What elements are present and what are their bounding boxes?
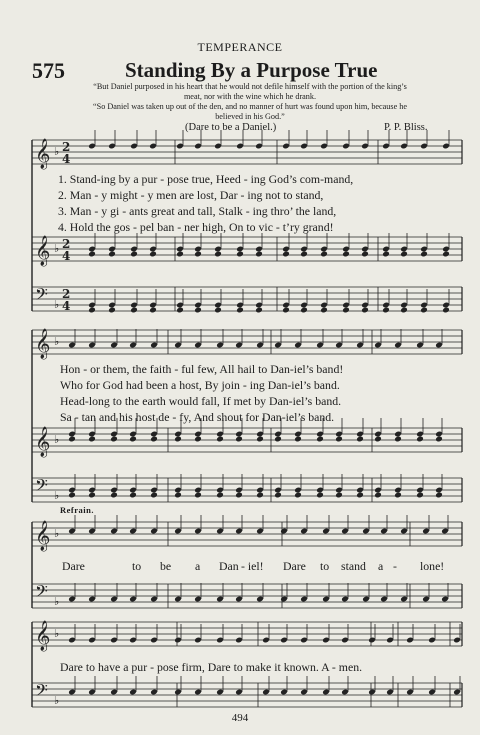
note-head bbox=[194, 436, 202, 443]
note-head bbox=[130, 251, 138, 258]
note-head bbox=[129, 492, 137, 499]
flat-icon: ♭ bbox=[54, 527, 60, 540]
note-head bbox=[374, 436, 382, 443]
note-head bbox=[274, 436, 282, 443]
note-head bbox=[320, 307, 328, 314]
tune-name: (Dare to be a Daniel.) bbox=[185, 122, 277, 133]
note-head bbox=[282, 307, 290, 314]
note-head bbox=[88, 251, 96, 258]
bass-clef-icon: 𝄢 bbox=[35, 284, 48, 308]
note-head bbox=[294, 436, 302, 443]
flat-icon: ♭ bbox=[54, 627, 60, 640]
refrain-word: Dare bbox=[283, 559, 306, 573]
note-head bbox=[435, 436, 443, 443]
bass-clef-icon: 𝄢 bbox=[35, 475, 48, 499]
note-head bbox=[442, 251, 450, 258]
note-head bbox=[235, 436, 243, 443]
flat-icon: ♭ bbox=[54, 489, 60, 502]
note-head bbox=[150, 492, 158, 499]
note-head bbox=[214, 307, 222, 314]
verse-line: Head-long to the earth would fall, If met by Dan-iel’s band. bbox=[60, 394, 342, 408]
note-head bbox=[335, 492, 343, 499]
note-head bbox=[174, 492, 182, 499]
note-head bbox=[342, 251, 350, 258]
note-head bbox=[68, 492, 76, 499]
note-head bbox=[236, 251, 244, 258]
note-head bbox=[442, 307, 450, 314]
note-head bbox=[300, 251, 308, 258]
page-number: 494 bbox=[231, 712, 249, 724]
verse-line: 3. Man - y gi - ants great and tall, Stalk - ing thro’ the land, bbox=[58, 204, 337, 218]
refrain-word: - bbox=[393, 559, 397, 573]
refrain-word: to bbox=[320, 559, 330, 573]
treble-clef-icon: 𝄞 bbox=[35, 329, 51, 359]
time-signature-bottom: 4 bbox=[62, 152, 71, 166]
note-head bbox=[108, 251, 116, 258]
note-head bbox=[361, 251, 369, 258]
note-head bbox=[149, 251, 157, 258]
note-head bbox=[394, 492, 402, 499]
note-head bbox=[235, 492, 243, 499]
verse-line: Hon - or them, the faith - ful few, All hail to Dan-iel’s band! bbox=[60, 362, 344, 376]
note-head bbox=[342, 307, 350, 314]
treble-clef-icon: 𝄞 bbox=[35, 621, 51, 651]
verse-line: 2. Man - y might - y men are lost, Dar - ing not to stand, bbox=[58, 188, 324, 202]
note-head bbox=[316, 436, 324, 443]
note-head bbox=[88, 307, 96, 314]
note-head bbox=[110, 436, 118, 443]
epigraph-line: “But Daniel purposed in his heart that he would not defile himself with the portion of the king’s bbox=[93, 82, 407, 91]
refrain-word: stand bbox=[341, 559, 366, 573]
note-head bbox=[88, 492, 96, 499]
note-head bbox=[300, 307, 308, 314]
verse-line: 1. Stand-ing by a pur - pose true, Heed - ing God’s com-mand, bbox=[58, 172, 354, 186]
note-head bbox=[274, 492, 282, 499]
refrain-word: to bbox=[132, 559, 142, 573]
hymn-number: 575 bbox=[32, 58, 65, 83]
note-head bbox=[420, 307, 428, 314]
flat-icon: ♭ bbox=[54, 694, 60, 707]
epigraph-line: meat, nor with the wine which he drank. bbox=[183, 92, 317, 101]
note-head bbox=[149, 307, 157, 314]
note-head bbox=[335, 436, 343, 443]
note-head bbox=[176, 251, 184, 258]
note-head bbox=[282, 251, 290, 258]
note-head bbox=[416, 492, 424, 499]
note-head bbox=[400, 251, 408, 258]
note-head bbox=[435, 492, 443, 499]
note-head bbox=[110, 492, 118, 499]
time-signature-top: 2 bbox=[62, 140, 71, 154]
note-head bbox=[108, 307, 116, 314]
note-head bbox=[150, 436, 158, 443]
refrain-word: a bbox=[378, 559, 384, 573]
note-head bbox=[356, 436, 364, 443]
flat-icon: ♭ bbox=[54, 433, 60, 446]
note-head bbox=[256, 436, 264, 443]
refrain-word: - iel! bbox=[241, 559, 264, 573]
note-head bbox=[88, 436, 96, 443]
note-head bbox=[216, 436, 224, 443]
refrain-label: Refrain. bbox=[60, 505, 94, 515]
flat-icon: ♭ bbox=[54, 145, 60, 158]
note-head bbox=[382, 251, 390, 258]
refrain-word: be bbox=[160, 559, 172, 573]
note-head bbox=[130, 307, 138, 314]
note-head bbox=[356, 492, 364, 499]
verse-line: Sa - tan and his host de - fy, And shout for Dan-iel’s band. bbox=[60, 410, 335, 424]
epigraph-line: believed in his God.” bbox=[215, 112, 285, 121]
flat-icon: ♭ bbox=[54, 335, 60, 348]
note-head bbox=[216, 492, 224, 499]
treble-clef-icon: 𝄞 bbox=[35, 236, 51, 266]
treble-clef-icon: 𝄞 bbox=[35, 139, 51, 169]
hymn-title: Standing By a Purpose True bbox=[125, 58, 378, 82]
note-head bbox=[68, 436, 76, 443]
flat-icon: ♭ bbox=[54, 595, 60, 608]
note-head bbox=[420, 251, 428, 258]
note-head bbox=[255, 307, 263, 314]
verse-line: Who for God had been a host, By join - ing Dan-iel’s band. bbox=[60, 378, 340, 392]
section-heading: TEMPERANCE bbox=[197, 40, 283, 54]
note-head bbox=[194, 251, 202, 258]
note-head bbox=[316, 492, 324, 499]
note-head bbox=[236, 307, 244, 314]
note-head bbox=[194, 307, 202, 314]
note-head bbox=[174, 436, 182, 443]
note-head bbox=[416, 436, 424, 443]
note-head bbox=[320, 251, 328, 258]
note-head bbox=[374, 492, 382, 499]
note-head bbox=[361, 307, 369, 314]
treble-clef-icon: 𝄞 bbox=[35, 427, 51, 457]
refrain-word: lone! bbox=[420, 559, 445, 573]
note-head bbox=[129, 436, 137, 443]
note-head bbox=[255, 251, 263, 258]
note-head bbox=[194, 492, 202, 499]
time-signature-bottom: 4 bbox=[62, 299, 71, 313]
flat-icon: ♭ bbox=[54, 298, 60, 311]
time-signature-bottom: 4 bbox=[62, 249, 71, 263]
note-head bbox=[382, 307, 390, 314]
time-signature-top: 2 bbox=[62, 287, 71, 301]
note-head bbox=[176, 307, 184, 314]
bass-clef-icon: 𝄢 bbox=[35, 680, 48, 704]
refrain-word: Dan bbox=[219, 559, 239, 573]
treble-clef-icon: 𝄞 bbox=[35, 521, 51, 551]
composer: P. P. Bliss. bbox=[384, 122, 428, 133]
refrain-line: Dare to have a pur - pose firm, Dare to make it known. A - men. bbox=[60, 660, 363, 674]
note-head bbox=[214, 251, 222, 258]
flat-icon: ♭ bbox=[54, 242, 60, 255]
note-head bbox=[400, 307, 408, 314]
bass-clef-icon: 𝄢 bbox=[35, 581, 48, 605]
verse-line: 4. Hold the gos - pel ban - ner high, On to vic - t’ry grand! bbox=[58, 220, 334, 234]
epigraph-line: “So Daniel was taken up out of the den, and no manner of hurt was found upon him, because he bbox=[93, 102, 407, 111]
time-signature-top: 2 bbox=[62, 237, 71, 251]
refrain-word: a bbox=[195, 559, 201, 573]
note-head bbox=[394, 436, 402, 443]
note-head bbox=[294, 492, 302, 499]
refrain-word: Dare bbox=[62, 559, 85, 573]
note-head bbox=[256, 492, 264, 499]
